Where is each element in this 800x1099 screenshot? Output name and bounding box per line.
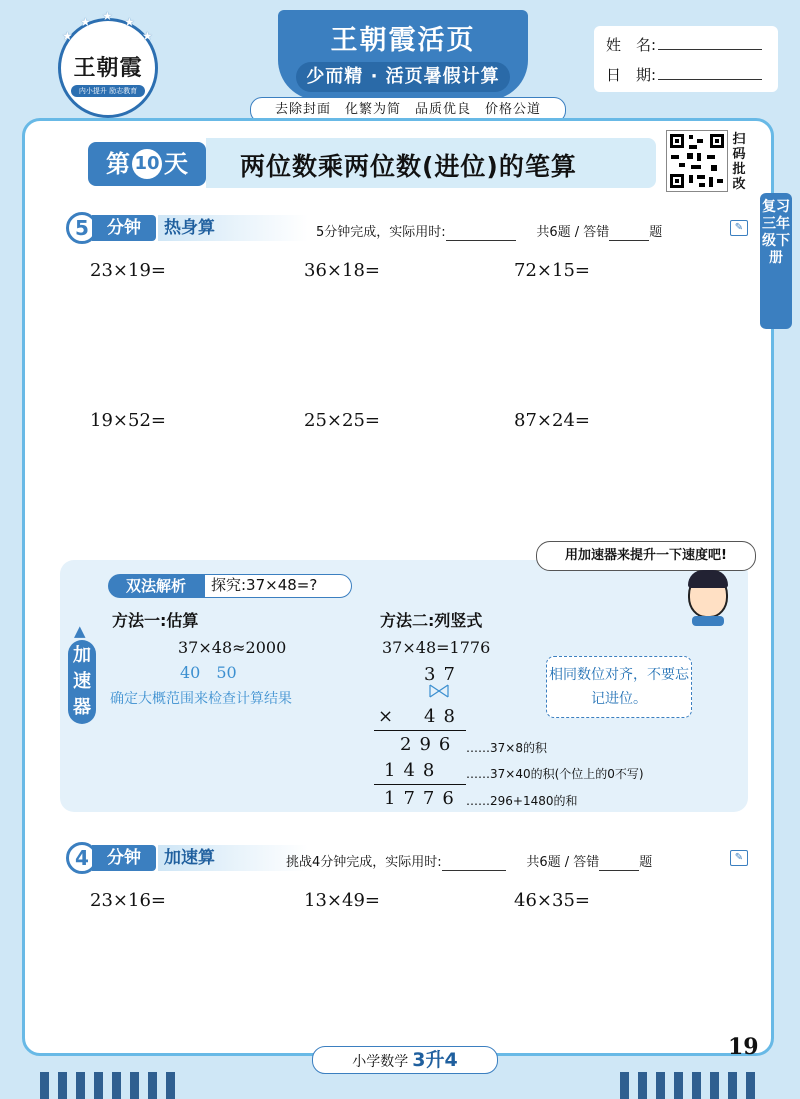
problem: 46×35=: [514, 890, 590, 911]
stripe: [148, 1072, 157, 1099]
warmup-label: 热身算: [158, 215, 308, 241]
stripe: [40, 1072, 49, 1099]
note-partial1: ……37×8的积: [466, 741, 547, 755]
page-number: 19: [728, 1034, 759, 1060]
day-badge: 第 10 天: [88, 142, 206, 186]
stripe: [656, 1072, 665, 1099]
stripe: [620, 1072, 629, 1099]
stripe: [58, 1072, 67, 1099]
cross-arrows-icon: [424, 684, 454, 698]
scan-label: 扫码批改: [732, 132, 746, 192]
pencil-icon: ✎: [730, 850, 748, 866]
grade-label: 3升4: [412, 1049, 458, 1071]
note-partial2: ……37×40的积(个位上的0不写): [466, 767, 644, 781]
brand-title: 王朝霞活页: [330, 25, 476, 56]
problem: 72×15=: [514, 260, 590, 281]
star-icon: ★: [142, 29, 153, 43]
stripe: [638, 1072, 647, 1099]
divider-line: [374, 784, 466, 785]
stripe: [746, 1072, 755, 1099]
note-result: ……296+1480的和: [466, 794, 578, 808]
speed-minutes: 4: [66, 842, 98, 874]
slogan: 去除封面 化繁为简 品质优良 价格公道: [250, 97, 566, 123]
vertical-row-result: 1776: [384, 788, 462, 809]
footer-label: 小学数学 3升4: [312, 1046, 498, 1074]
vertical-row-multiplicand: 37: [424, 664, 463, 685]
name-date-box: [594, 26, 778, 92]
warmup-minutes: 5: [66, 212, 98, 244]
tip-box: 相同数位对齐，不要忘记进位。: [546, 656, 692, 718]
stripe: [692, 1072, 701, 1099]
stripe: [728, 1072, 737, 1099]
page-title: 两位数乘两位数(进位)的笔算: [240, 152, 577, 181]
day-number: 10: [132, 149, 162, 179]
method1-title: 方法一:估算: [112, 611, 199, 630]
star-icon: ★: [102, 9, 113, 23]
stripe: [112, 1072, 121, 1099]
accelerator-tab: 加速器: [68, 640, 96, 724]
date-label: 日 期:: [606, 66, 657, 84]
speed-unit: 分钟: [92, 845, 156, 871]
method1-note: 确定大概范围来检查计算结果: [110, 691, 292, 707]
brand-banner: [278, 10, 528, 100]
stripe: [166, 1072, 175, 1099]
name-label: 姓 名:: [606, 36, 657, 54]
method2-expression: 37×48=1776: [382, 638, 491, 657]
vertical-row-partial2: 148: [384, 760, 443, 781]
method1-estimates: 40 50: [180, 663, 237, 682]
speed-info: 挑战4分钟完成，实际用时: 共6题 / 答错 题: [286, 855, 653, 870]
series-title: 少而精 · 活页暑假计算: [296, 62, 510, 92]
problem: 25×25=: [304, 410, 380, 431]
stripe: [130, 1072, 139, 1099]
star-icon: ★: [62, 29, 73, 43]
problem: 13×49=: [304, 890, 380, 911]
qr-code-icon[interactable]: [666, 130, 728, 192]
stripe: [674, 1072, 683, 1099]
speech-bubble: 用加速器来提升一下速度吧!: [536, 541, 756, 571]
rocket-icon: ▲: [74, 622, 86, 640]
problem: 23×16=: [90, 890, 166, 911]
divider-line: [374, 730, 466, 731]
vertical-sign: ×: [378, 706, 402, 727]
star-icon: ★: [124, 15, 135, 29]
warmup-info: 5分钟完成，实际用时: 共6题 / 答错 题: [316, 225, 663, 240]
vertical-row-partial1: 296: [400, 734, 459, 755]
pencil-icon: ✎: [730, 220, 748, 236]
stripe: [94, 1072, 103, 1099]
problem: 36×18=: [304, 260, 380, 281]
method1-expression: 37×48≈2000: [178, 638, 287, 657]
warmup-unit: 分钟: [92, 215, 156, 241]
explore-question: 探究:37×48=?: [204, 574, 352, 598]
problem: 19×52=: [90, 410, 166, 431]
side-tab: 复习三年级下册: [760, 193, 792, 329]
logo-text: 王朝霞: [73, 55, 143, 81]
problem: 87×24=: [514, 410, 590, 431]
stripe: [76, 1072, 85, 1099]
vertical-row-multiplier: 48: [424, 706, 463, 727]
warmup-header: [66, 210, 756, 246]
speed-label: 加速算: [158, 845, 308, 871]
date-field[interactable]: [606, 64, 762, 85]
name-field[interactable]: [606, 34, 762, 55]
star-icon: ★: [80, 15, 91, 29]
method2-title: 方法二:列竖式: [380, 611, 483, 630]
stripe: [710, 1072, 719, 1099]
problem: 23×19=: [90, 260, 166, 281]
speed-header: [66, 840, 756, 876]
logo-subtext: 内小提升 励志教育: [71, 85, 145, 97]
cartoon-boy-icon: [688, 572, 728, 618]
dual-method-label: 双法解析: [108, 574, 204, 598]
